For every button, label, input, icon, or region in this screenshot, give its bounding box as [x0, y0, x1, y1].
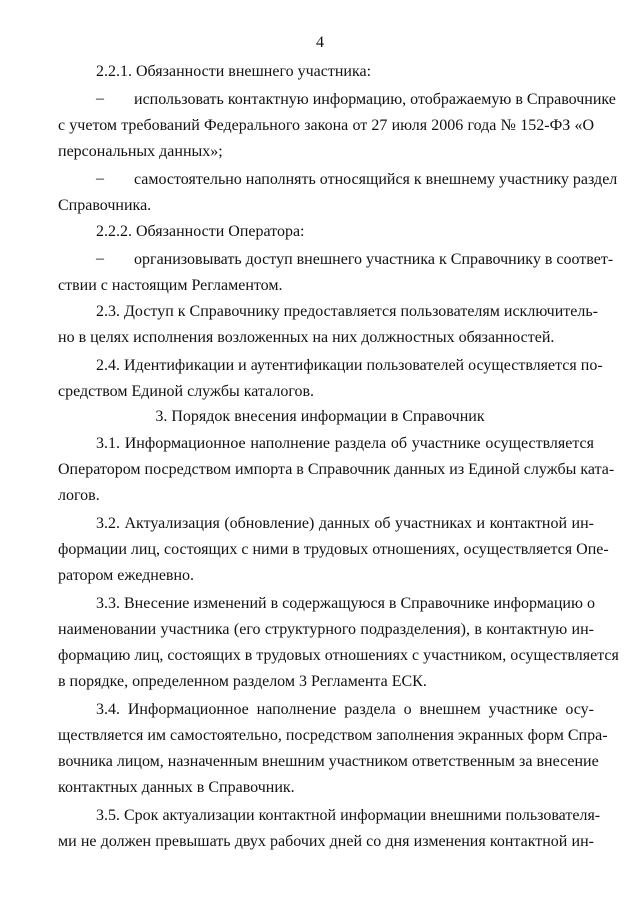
paragraph-line: в порядке, определенном разделом 3 Регламента ЕСК. [58, 673, 427, 690]
clause-3-4: 3.4. Информационное наполнение раздела о внешнем участнике осу- [96, 701, 594, 718]
paragraph-line: Справочника. [58, 197, 152, 214]
paragraph-line: вочника лицом, назначенным внешним участником ответственным за внесение [58, 753, 599, 770]
page-number: 4 [316, 34, 324, 51]
clause-3-5: 3.5. Срок актуализации контактной информации внешними пользователя- [96, 807, 601, 824]
clause-2-2-1-heading: 2.2.1. Обязанности внешнего участника: [96, 63, 372, 80]
paragraph-line: использовать контактную информацию, отображаемую в Справочнике [134, 91, 616, 108]
paragraph-line: организовывать доступ внешнего участника к Справочнику в соответ- [134, 251, 614, 268]
section-3-heading: 3. Порядок внесения информации в Справочник [155, 408, 485, 425]
clause-3-3: 3.3. Внесение изменений в содержащуюся в Справочнике информацию о [96, 595, 595, 612]
paragraph-line: персональных данных»; [58, 143, 223, 160]
clause-2-2-2-heading: 2.2.2. Обязанности Оператора: [96, 223, 305, 240]
paragraph-line: логов. [58, 487, 100, 504]
paragraph-line: формацию лиц, состоящих в трудовых отношениях с участником, осуществляется [58, 647, 619, 664]
list-dash: – [96, 170, 104, 187]
paragraph-line: наименовании участника (его структурного подразделения), в контактную ин- [58, 621, 594, 638]
paragraph-line: ствии с настоящим Регламентом. [58, 277, 283, 294]
clause-3-2: 3.2. Актуализация (обновление) данных об участниках и контактной ин- [96, 515, 594, 532]
paragraph-line: ми не должен превышать двух рабочих дней со дня изменения контактной ин- [58, 833, 594, 850]
paragraph-line: ратором ежедневно. [58, 567, 195, 584]
paragraph-line: формации лиц, состоящих с ними в трудовых отношениях, осуществляется Опе- [58, 541, 609, 558]
paragraph-line: средством Единой службы каталогов. [58, 383, 315, 400]
paragraph-line: но в целях исполнения возложенных на них должностных обязанностей. [58, 329, 555, 346]
clause-2-3: 2.3. Доступ к Справочнику предоставляется пользователям исключитель- [96, 303, 598, 320]
list-dash: – [96, 90, 104, 107]
clause-3-1: 3.1. Информационное наполнение раздела об участнике осуществляется [96, 435, 594, 452]
paragraph-line: самостоятельно наполнять относящийся к внешнему участнику раздел [134, 171, 618, 188]
clause-2-4: 2.4. Идентификации и аутентификации пользователей осуществляется по- [96, 357, 603, 374]
list-dash: – [96, 250, 104, 267]
paragraph-line: с учетом требований Федерального закона от 27 июля 2006 года № 152-ФЗ «О [58, 117, 594, 134]
paragraph-line: ществляется им самостоятельно, посредством заполнения экранных форм Спра- [58, 727, 608, 744]
paragraph-line: контактных данных в Справочник. [58, 779, 295, 796]
paragraph-line: Оператором посредством импорта в Справочник данных из Единой службы ката- [58, 461, 615, 478]
